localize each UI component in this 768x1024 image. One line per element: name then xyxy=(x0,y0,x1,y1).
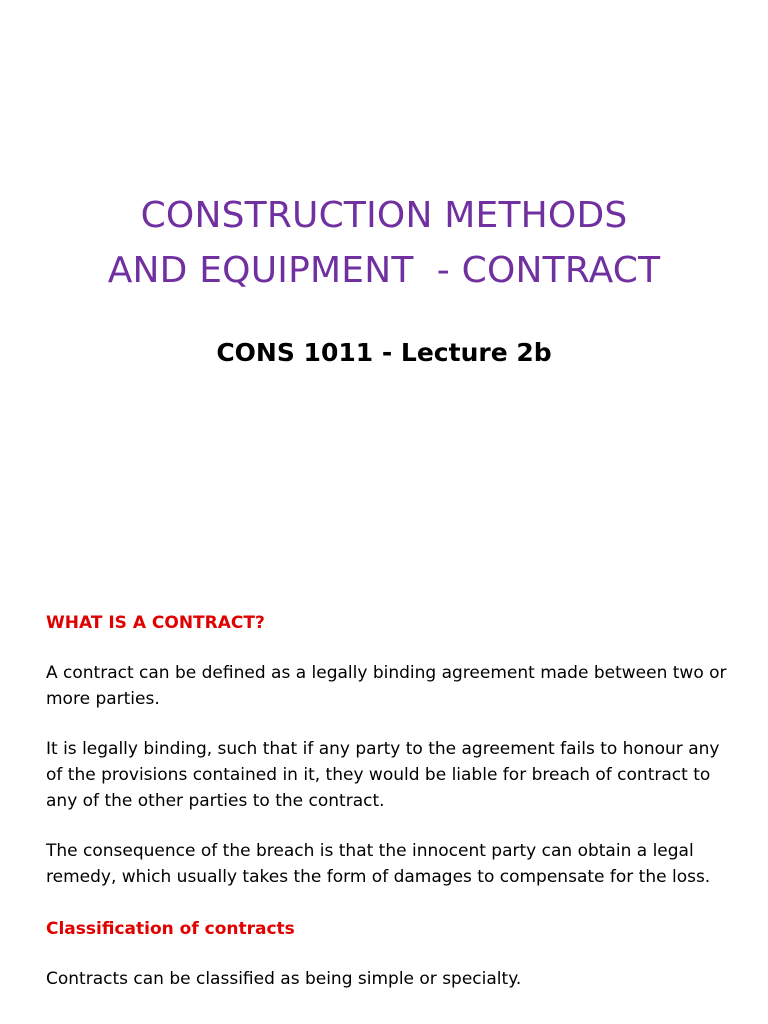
paragraph-legally-binding: It is legally binding, such that if any party to the agreement fails to honour any of the provisions contained in it, they would be liable for breach of contract to any of the other parties to the contract. xyxy=(46,739,720,811)
document-title xyxy=(0,188,768,298)
paragraph-definition: A contract can be defined as a legally binding agreement made between two or more parties. xyxy=(46,663,727,709)
title-line-1: CONSTRUCTION METHODS xyxy=(140,195,628,236)
document-subtitle: CONS 1011 - Lecture 2b xyxy=(216,338,552,367)
paragraph-classification: Contracts can be classified as being simple or specialty. xyxy=(46,969,522,989)
section-heading-what-is-a-contract: WHAT IS A CONTRACT? xyxy=(46,613,265,633)
document-body xyxy=(46,610,736,992)
title-line-2: AND EQUIPMENT - CONTRACT xyxy=(107,250,661,291)
section-heading-classification: Classification of contracts xyxy=(46,919,295,939)
paragraph-consequence: The consequence of the breach is that the innocent party can obtain a legal remedy, which usually takes the form of damages to compensate for the loss. xyxy=(46,841,711,887)
